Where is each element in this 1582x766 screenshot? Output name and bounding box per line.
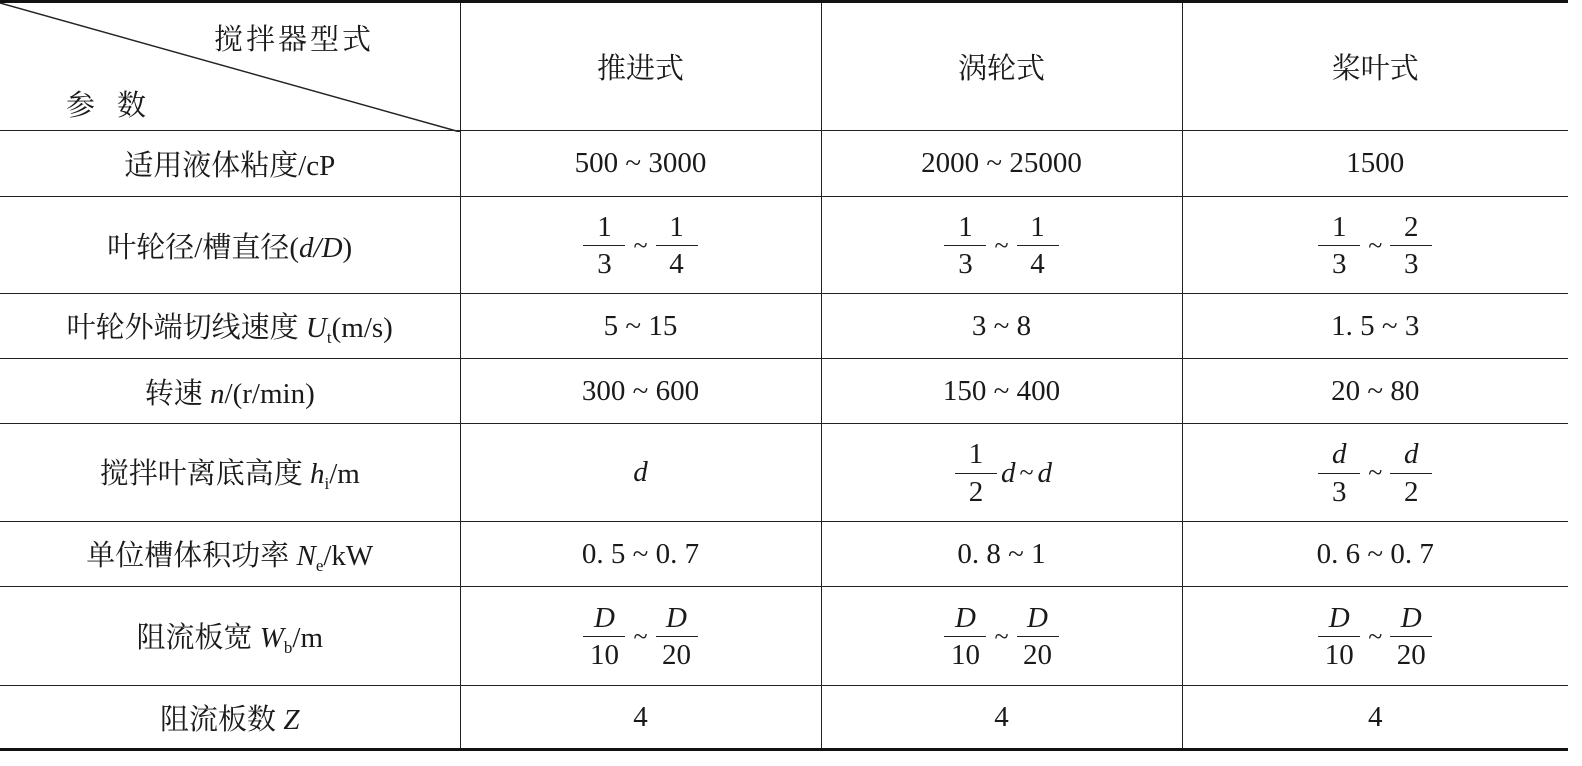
row-label-baffle-width: 阻流板宽 $W_b/m$ — [0, 587, 460, 686]
cell-tip-speed-paddle: 1. 5 ~ 3 — [1182, 294, 1568, 359]
label-variable: d/D — [299, 231, 343, 264]
header-row — [0, 2, 1568, 131]
cell-viscosity-paddle: 1500 — [1182, 131, 1568, 197]
fraction: $\frac{1}{3}$ — [1318, 212, 1360, 280]
table-row — [0, 359, 1568, 424]
fraction: $\frac{D}{20}$ — [1390, 603, 1432, 671]
cell-power-propeller: 0. 5 ~ 0. 7 — [460, 522, 821, 587]
row-label-power: 单位槽体积功率 $N_e/kW$ — [0, 522, 460, 587]
table-row — [0, 522, 1568, 587]
fraction: $\frac{1}{3}$ — [583, 212, 625, 280]
cell-tip-speed-turbine: 3 ~ 8 — [821, 294, 1182, 359]
diagonal-header-cell — [0, 2, 460, 131]
cell-ratio-turbine: $\frac{1}{3}$ ~ $\frac{1}{4}$ — [821, 197, 1182, 294]
row-label-tip-speed: 叶轮外端切线速度 $U_t(m/s)$ — [0, 294, 460, 359]
cell-baffle-count-propeller: 4 — [460, 686, 821, 750]
cell-rpm-propeller: 300 ~ 600 — [460, 359, 821, 424]
cell-baffle-width-propeller: $\frac{D}{10}$ ~ $\frac{D}{20}$ — [460, 587, 821, 686]
cell-ratio-propeller: $\frac{1}{3}$ ~ $\frac{1}{4}$ — [460, 197, 821, 294]
row-label-viscosity: 适用液体粘度/cP — [0, 131, 460, 197]
cell-viscosity-propeller: 500 ~ 3000 — [460, 131, 821, 197]
cell-ratio-paddle: $\frac{1}{3}$ ~ $\frac{2}{3}$ — [1182, 197, 1568, 294]
cell-rpm-paddle: 20 ~ 80 — [1182, 359, 1568, 424]
fraction: $\frac{D}{10}$ — [944, 603, 986, 671]
cell-height-turbine: $\frac{1}{2}$ d ~ d — [821, 424, 1182, 522]
fraction: $\frac{1}{4}$ — [656, 212, 698, 280]
table-row — [0, 294, 1568, 359]
cell-baffle-count-paddle: 4 — [1182, 686, 1568, 750]
column-header-propeller: 推进式 — [460, 2, 821, 131]
table-row — [0, 131, 1568, 197]
column-header-turbine: 涡轮式 — [821, 2, 1182, 131]
fraction: $\frac{d}{2}$ — [1390, 439, 1432, 507]
table-row — [0, 197, 1568, 294]
label-text: 叶轮径/槽直径( — [107, 231, 300, 264]
fraction: $\frac{d}{3}$ — [1318, 439, 1360, 507]
cell-baffle-count-turbine: 4 — [821, 686, 1182, 750]
cell-power-paddle: 0. 6 ~ 0. 7 — [1182, 522, 1568, 587]
agitator-type-label: 搅拌器型式 — [214, 24, 375, 56]
table-row — [0, 686, 1568, 750]
cell-viscosity-turbine: 2000 ~ 25000 — [821, 131, 1182, 197]
fraction: $\frac{1}{2}$ — [955, 439, 997, 507]
row-label-height: 搅拌叶离底高度 $h_i/m$ — [0, 424, 460, 522]
row-label-diameter-ratio — [0, 197, 460, 294]
cell-power-turbine: 0. 8 ~ 1 — [821, 522, 1182, 587]
fraction: $\frac{1}{4}$ — [1017, 212, 1059, 280]
table-row — [0, 424, 1568, 522]
cell-height-paddle: $\frac{d}{3}$ ~ $\frac{d}{2}$ — [1182, 424, 1568, 522]
cell-baffle-width-paddle: $\frac{D}{10}$ ~ $\frac{D}{20}$ — [1182, 587, 1568, 686]
fraction: $\frac{D}{10}$ — [1318, 603, 1360, 671]
cell-baffle-width-turbine: $\frac{D}{10}$ ~ $\frac{D}{20}$ — [821, 587, 1182, 686]
cell-rpm-turbine: 150 ~ 400 — [821, 359, 1182, 424]
fraction: $\frac{D}{20}$ — [656, 603, 698, 671]
cell-height-propeller: d — [460, 424, 821, 522]
row-label-rpm: 转速 n/(r/min) — [0, 359, 460, 424]
cell-tip-speed-propeller: 5 ~ 15 — [460, 294, 821, 359]
column-header-paddle: 桨叶式 — [1182, 2, 1568, 131]
label-text: ) — [342, 231, 353, 264]
fraction: $\frac{2}{3}$ — [1390, 212, 1432, 280]
fraction: $\frac{D}{20}$ — [1017, 603, 1059, 671]
fraction: $\frac{D}{10}$ — [583, 603, 625, 671]
table-row — [0, 587, 1568, 686]
parameter-label: 参数 — [66, 90, 169, 122]
row-label-baffle-count: 阻流板数 Z — [0, 686, 460, 750]
fraction: $\frac{1}{3}$ — [944, 212, 986, 280]
